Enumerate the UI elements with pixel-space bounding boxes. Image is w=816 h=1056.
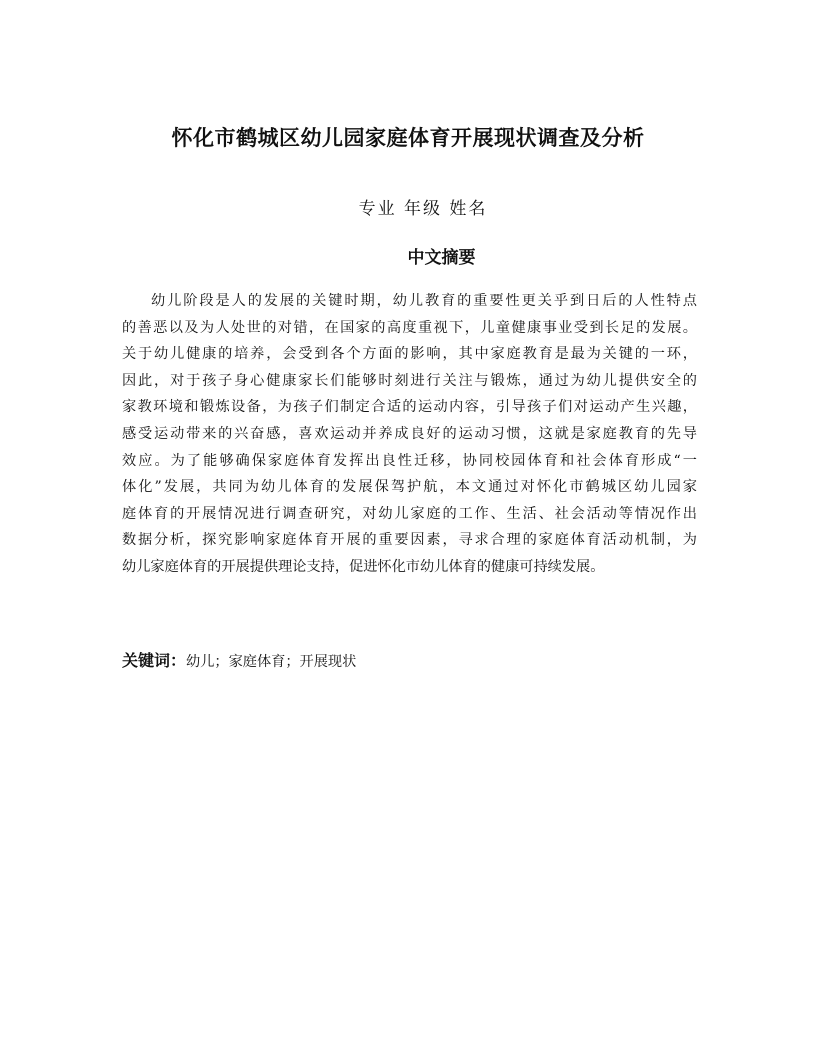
abstract-line: 数据分析，探究影响家庭体育开展的重要因素，寻求合理的家庭体育活动机制，为 <box>122 532 697 549</box>
abstract-line: 庭体育的开展情况进行调查研究，对幼儿家庭的工作、生活、社会活动等情况作出 <box>122 505 697 522</box>
abstract-body <box>122 288 697 581</box>
author-line: 专业 年级 姓名 <box>358 199 488 219</box>
abstract-heading: 中文摘要 <box>407 248 476 268</box>
abstract-line: 体化”发展，共同为幼儿体育的发展保驾护航，本文通过对怀化市鹤城区幼儿园家 <box>122 479 697 496</box>
abstract-line: 幼儿阶段是人的发展的关键时期，幼儿教育的重要性更关乎到日后的人性特点 <box>151 293 697 309</box>
abstract-line: 关于幼儿健康的培养，会受到各个方面的影响，其中家庭教育是最为关键的一环， <box>122 346 697 363</box>
abstract-line: 的善恶以及为人处世的对错，在国家的高度重视下，儿童健康事业受到长足的发展。 <box>122 319 697 336</box>
keywords-values: 幼儿；家庭体育；开展现状 <box>186 654 357 670</box>
abstract-line: 效应。为了能够确保家庭体育发挥出良性迁移，协同校园体育和社会体育形成“一 <box>122 452 697 469</box>
keywords-label: 关键词： <box>122 651 187 670</box>
abstract-line: 幼儿家庭体育的开展提供理论支持，促进怀化市幼儿体育的健康可持续发展。 <box>122 558 605 575</box>
abstract-line: 感受运动带来的兴奋感，喜欢运动并养成良好的运动习惯，这就是家庭教育的先导 <box>122 425 697 442</box>
abstract-line: 家教环境和锻炼设备，为孩子们制定合适的运动内容，引导孩子们对运动产生兴趣， <box>122 399 697 416</box>
document-title: 怀化市鹤城区幼儿园家庭体育开展现状调查及分析 <box>171 126 645 150</box>
abstract-line: 因此，对于孩子身心健康家长们能够时刻进行关注与锻炼，通过为幼儿提供安全的 <box>122 372 697 389</box>
keywords-line <box>122 648 356 671</box>
